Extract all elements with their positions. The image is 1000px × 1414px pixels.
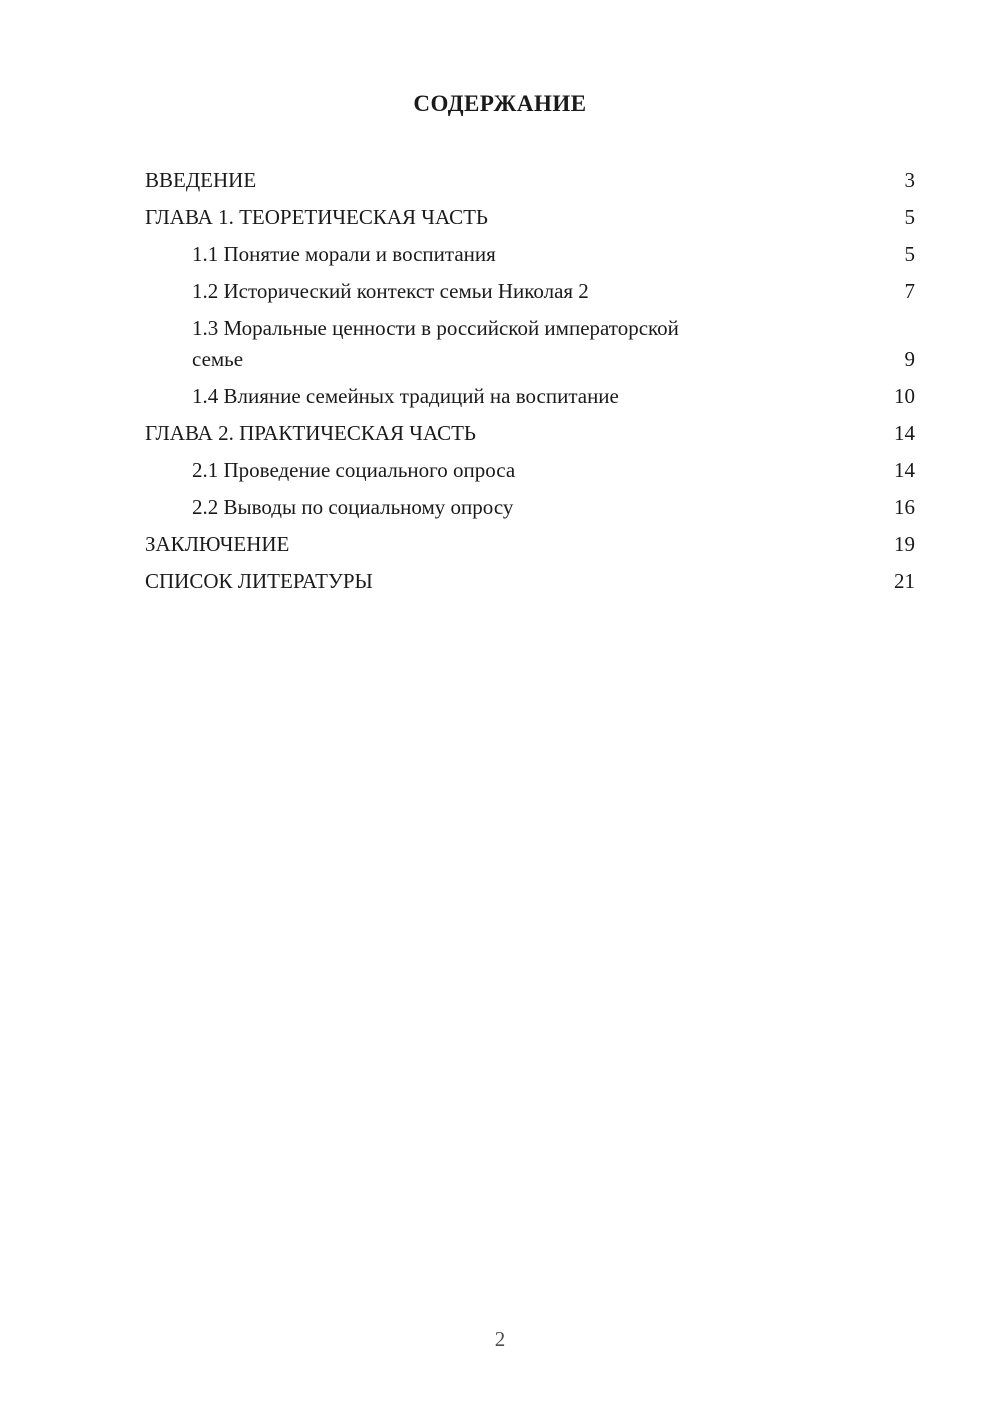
toc-row: [145, 529, 915, 560]
page-title: СОДЕРЖАНИЕ: [413, 91, 587, 116]
toc-row: [145, 165, 915, 196]
table-of-contents: [145, 165, 915, 597]
toc-row: [145, 276, 915, 307]
toc-entry-page: 19: [894, 532, 915, 556]
toc-entry-page: 14: [894, 458, 915, 482]
toc-entry-line: 2.2 Выводы по социальному опросу: [192, 495, 514, 519]
toc-entry-label: [145, 381, 878, 412]
toc-entry-label: [145, 239, 889, 270]
toc-entry-line: 1.3 Моральные ценности в российской императорской: [192, 316, 679, 340]
toc-entry-label: [145, 418, 878, 449]
toc-row: [145, 455, 915, 486]
toc-entry-page: 3: [904, 168, 915, 192]
toc-entry-line: ГЛАВА 2. ПРАКТИЧЕСКАЯ ЧАСТЬ: [145, 421, 476, 445]
toc-entry-page: 5: [904, 205, 915, 229]
toc-entry-label: [145, 165, 889, 196]
toc-entry-line: семье: [192, 347, 244, 371]
toc-entry-page: 21: [894, 569, 915, 593]
toc-entry-label: [145, 529, 878, 560]
toc-entry-label: [145, 202, 889, 233]
toc-row: [145, 239, 915, 270]
toc-entry-page: 7: [904, 279, 915, 303]
toc-entry-line: 1.2 Исторический контекст семьи Николая 2: [192, 279, 589, 303]
toc-entry-page: 5: [904, 242, 915, 266]
toc-entry-page: 16: [894, 495, 915, 519]
toc-entry-page: 10: [894, 384, 915, 408]
toc-row: [145, 381, 915, 412]
toc-entry-label: [145, 313, 889, 375]
toc-entry-page: 14: [894, 421, 915, 445]
toc-entry-line: ВВЕДЕНИЕ: [145, 168, 257, 192]
toc-entry-label: [145, 455, 878, 486]
toc-entry-line: 1.1 Понятие морали и воспитания: [192, 242, 496, 266]
toc-entry-label: [145, 276, 889, 307]
toc-entry-line: ГЛАВА 1. ТЕОРЕТИЧЕСКАЯ ЧАСТЬ: [145, 205, 488, 229]
toc-entry-line: ЗАКЛЮЧЕНИЕ: [145, 532, 290, 556]
toc-entry-line: СПИСОК ЛИТЕРАТУРЫ: [145, 569, 373, 593]
toc-row: [145, 418, 915, 449]
toc-row: [145, 202, 915, 233]
toc-entry-label: [145, 566, 878, 597]
toc-row: [145, 566, 915, 597]
footer-page-number: 2: [494, 1327, 506, 1351]
toc-entry-line: 2.1 Проведение социального опроса: [192, 458, 516, 482]
toc-row: [145, 313, 915, 375]
toc-entry-label: [145, 492, 878, 523]
toc-entry-line: 1.4 Влияние семейных традиций на воспитание: [192, 384, 619, 408]
toc-entry-page: 9: [904, 347, 915, 371]
toc-row: [145, 492, 915, 523]
